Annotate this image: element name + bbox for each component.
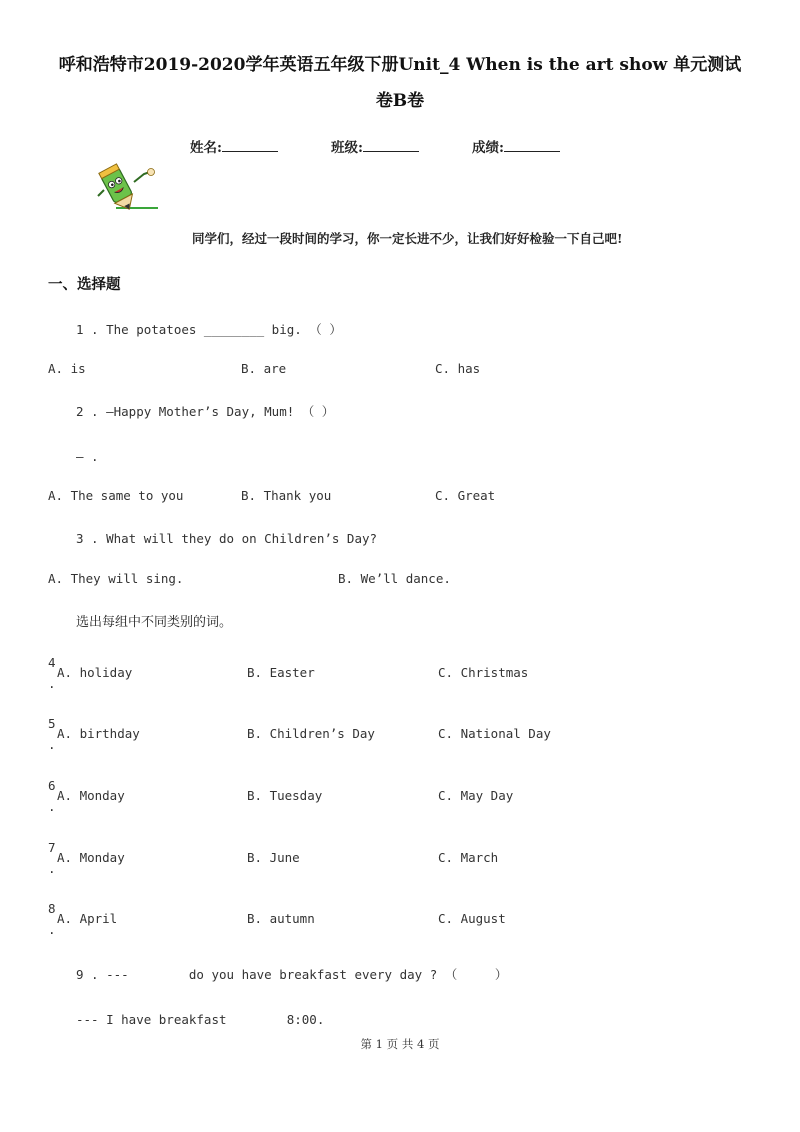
q5-option-a[interactable]: A. birthday <box>57 726 140 741</box>
question-7-number: 7 <box>48 840 56 855</box>
q2-option-b[interactable]: B. Thank you <box>241 488 332 503</box>
page-title-line1: 呼和浩特市2019-2020学年英语五年级下册Unit_4 When is the art show 单元测试 <box>58 55 742 75</box>
question-2-text: 2 . —Happy Mother’s Day, Mum! （ ） <box>76 404 335 419</box>
q4-option-c[interactable]: C. Christmas <box>438 665 529 680</box>
q7-option-b[interactable]: B. June <box>247 850 300 865</box>
question-5-dot: . <box>48 737 56 752</box>
q8-option-c[interactable]: C. August <box>438 911 506 926</box>
class-field <box>331 136 419 156</box>
question-3-text: 3 . What will they do on Children’s Day? <box>76 531 378 546</box>
question-6-dot: . <box>48 799 56 814</box>
q1-option-b[interactable]: B. are <box>241 361 287 376</box>
instruction-text: 选出每组中不同类别的词。 <box>76 615 233 630</box>
name-field <box>190 136 278 156</box>
q4-option-a[interactable]: A. holiday <box>57 665 133 680</box>
q6-option-c[interactable]: C. May Day <box>438 788 514 803</box>
q5-option-b[interactable]: B. Children’s Day <box>247 726 375 741</box>
question-8-number: 8 <box>48 901 56 916</box>
score-field <box>472 136 560 156</box>
question-1-text: 1 . The potatoes ________ big. （ ） <box>76 322 342 337</box>
q5-option-c[interactable]: C. National Day <box>438 726 551 741</box>
score-label: 成绩: <box>472 140 504 156</box>
q3-option-b[interactable]: B. We’ll dance. <box>338 571 451 586</box>
question-6-number: 6 <box>48 778 56 793</box>
pencil-mascot-icon <box>94 160 162 216</box>
question-2-reply: — . <box>76 449 99 464</box>
question-9-text: 9 . --- do you have breakfast every day ? （ ） <box>76 967 508 982</box>
q4-option-b[interactable]: B. Easter <box>247 665 315 680</box>
class-blank <box>363 139 419 152</box>
question-4-dot: . <box>48 676 56 691</box>
score-blank <box>504 139 560 152</box>
question-8-dot: . <box>48 922 56 937</box>
name-blank <box>222 139 278 152</box>
q7-option-c[interactable]: C. March <box>438 850 499 865</box>
question-5-number: 5 <box>48 716 56 731</box>
q1-option-c[interactable]: C. has <box>435 361 481 376</box>
question-4-number: 4 <box>48 655 56 670</box>
q8-option-a[interactable]: A. April <box>57 911 118 926</box>
intro-text: 同学们，经过一段时间的学习，你一定长进不少，让我们好好检验一下自己吧! <box>192 231 623 246</box>
question-9-reply: --- I have breakfast 8:00. <box>76 1012 325 1027</box>
page-title-line2: 卷B卷 <box>375 91 425 111</box>
q1-option-a[interactable]: A. is <box>48 361 86 376</box>
q3-option-a[interactable]: A. They will sing. <box>48 571 184 586</box>
class-label: 班级: <box>331 140 363 156</box>
page-footer: 第 1 页 共 4 页 <box>360 1037 440 1051</box>
name-label: 姓名: <box>190 140 222 156</box>
q6-option-b[interactable]: B. Tuesday <box>247 788 323 803</box>
question-7-dot: . <box>48 861 56 876</box>
q2-option-a[interactable]: A. The same to you <box>48 488 184 503</box>
section-heading: 一、选择题 <box>48 276 121 293</box>
q2-option-c[interactable]: C. Great <box>435 488 496 503</box>
q7-option-a[interactable]: A. Monday <box>57 850 125 865</box>
q8-option-b[interactable]: B. autumn <box>247 911 315 926</box>
q6-option-a[interactable]: A. Monday <box>57 788 125 803</box>
